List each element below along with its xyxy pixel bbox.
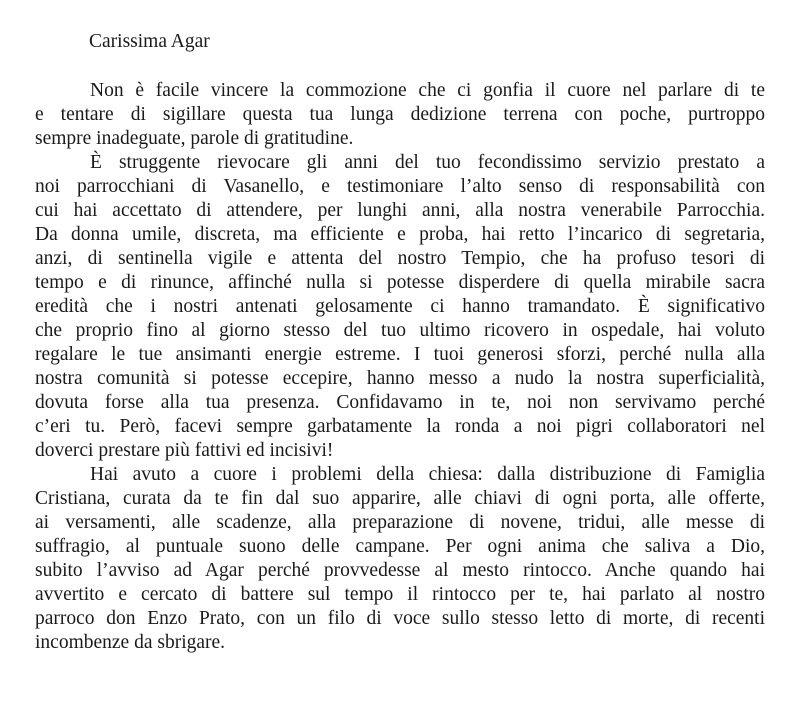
text-line: ai versamenti, alle scadenze, alla preparazione di novene, tridui, alle messe di: [35, 512, 765, 533]
paragraph-2: [35, 151, 765, 463]
paragraph-1: [35, 79, 765, 151]
text-line: eredità che i nostri antenati gelosamente ci hanno tramandato. È significativo: [35, 296, 765, 317]
text-line: tempo e di rinunce, affinché nulla si potesse disperdere di quella mirabile sacra: [35, 272, 765, 293]
text-line: noi parrocchiani di Vasanello, e testimoniare l’alto senso di responsabilità con: [35, 176, 765, 197]
text-line: subito l’avviso ad Agar perché provvedesse al mesto rintocco. Anche quando hai: [35, 560, 765, 581]
paragraph-3: [35, 463, 765, 655]
text-line: nostra comunità si potesse eccepire, hanno messo a nudo la nostra superficialità,: [35, 368, 765, 389]
text-line: anzi, di sentinella vigile e attenta del nostro Tempio, che ha profuso tesori di: [35, 248, 765, 269]
letter-body: [35, 79, 765, 655]
text-line: c’eri tu. Però, facevi sempre garbatamente la ronda a noi pigri collaboratori nel: [35, 416, 765, 437]
text-line: incombenze da sbrigare.: [35, 632, 226, 653]
text-line: Hai avuto a cuore i problemi della chiesa: dalla distribuzione di Famiglia: [90, 464, 765, 485]
text-line: dovuta forse alla tua presenza. Confidavamo in te, noi non servivamo perché: [35, 392, 765, 413]
text-line: avvertito e cercato di battere sul tempo il rintocco per te, hai parlato al nostro: [35, 584, 765, 605]
text-line: Da donna umile, discreta, ma efficiente e proba, hai retto l’incarico di segretaria,: [35, 224, 765, 245]
salutation: Carissima Agar: [89, 31, 210, 52]
text-line: regalare le tue ansimanti energie estreme. I tuoi generosi sforzi, perché nulla alla: [35, 344, 765, 365]
text-line: È struggente rievocare gli anni del tuo fecondissimo servizio prestato a: [90, 152, 765, 173]
text-line: e tentare di sigillare questa tua lunga dedizione terrena con poche, purtroppo: [35, 104, 765, 125]
text-line: Non è facile vincere la commozione che ci gonfia il cuore nel parlare di te: [90, 80, 765, 101]
text-line: Cristiana, curata da te fin dal suo apparire, alle chiavi di ogni porta, alle offerte,: [35, 488, 765, 509]
text-line: sempre inadeguate, parole di gratitudine.: [35, 128, 354, 149]
text-line: parroco don Enzo Prato, con un filo di voce sullo stesso letto di morte, di recenti: [35, 608, 765, 629]
text-line: suffragio, al puntuale suono delle campane. Per ogni anima che saliva a Dio,: [35, 536, 765, 557]
text-line: cui hai accettato di attendere, per lunghi anni, alla nostra venerabile Parrocchia.: [35, 200, 765, 221]
text-line: che proprio fino al giorno stesso del tuo ultimo ricovero in ospedale, hai voluto: [35, 320, 765, 341]
text-line: doverci prestare più fattivi ed incisivi!: [35, 440, 334, 461]
